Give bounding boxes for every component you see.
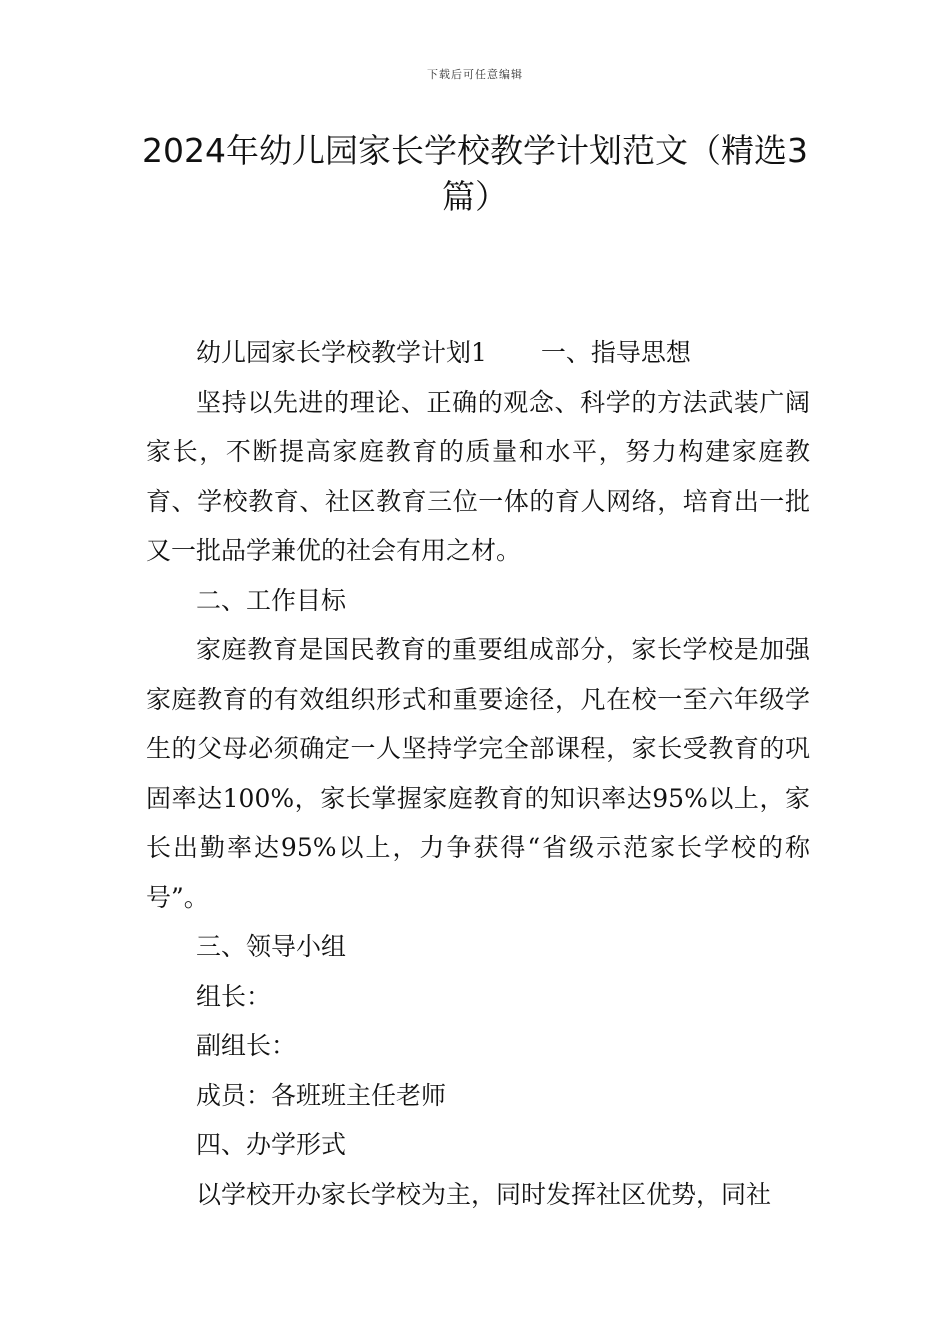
- paragraph-section-intro: [146, 328, 810, 378]
- section-heading-work-goals: 二、工作目标: [196, 585, 347, 615]
- deputy-leader-line: 副组长：: [196, 1031, 297, 1060]
- members-line: 成员：各班班主任老师: [196, 1080, 447, 1110]
- document-body: [146, 328, 810, 1219]
- paragraph-work-goals: 家庭教育是国民教育的重要组成部分，家长学校是加强家庭教育的有效组织形式和重要途径，凡在校一至六年级学生的父母必须确定一人坚持学完全部课程，家长受教育的巩固率达100%，家长掌握家庭教育的知识率达95%以上，家长出勤率达95%以上，力争获得“省级示范家长学校的称号”。: [146, 635, 810, 912]
- plan-heading: 幼儿园家长学校教学计划1: [196, 338, 487, 367]
- section-heading-guiding-thought: 一、指导思想: [540, 338, 691, 367]
- leader-line: 组长：: [196, 981, 272, 1011]
- paragraph-school-form: 以学校开办家长学校为主，同时发挥社区优势，同社: [196, 1179, 772, 1209]
- document-title: 2024年幼儿园家长学校教学计划范文（精选3篇）: [142, 131, 808, 216]
- section-heading-school-form: 四、办学形式: [196, 1130, 347, 1159]
- header-note: 下载后可任意编辑: [427, 68, 523, 81]
- section-heading-leadership: 三、领导小组: [196, 932, 347, 961]
- paragraph-guiding-thought: 坚持以先进的理论、正确的观念、科学的方法武装广阔家长，不断提高家庭教育的质量和水平，努力构建家庭教育、学校教育、社区教育三位一体的育人网络，培育出一批又一批品学兼优的社会有用之材。: [146, 387, 810, 565]
